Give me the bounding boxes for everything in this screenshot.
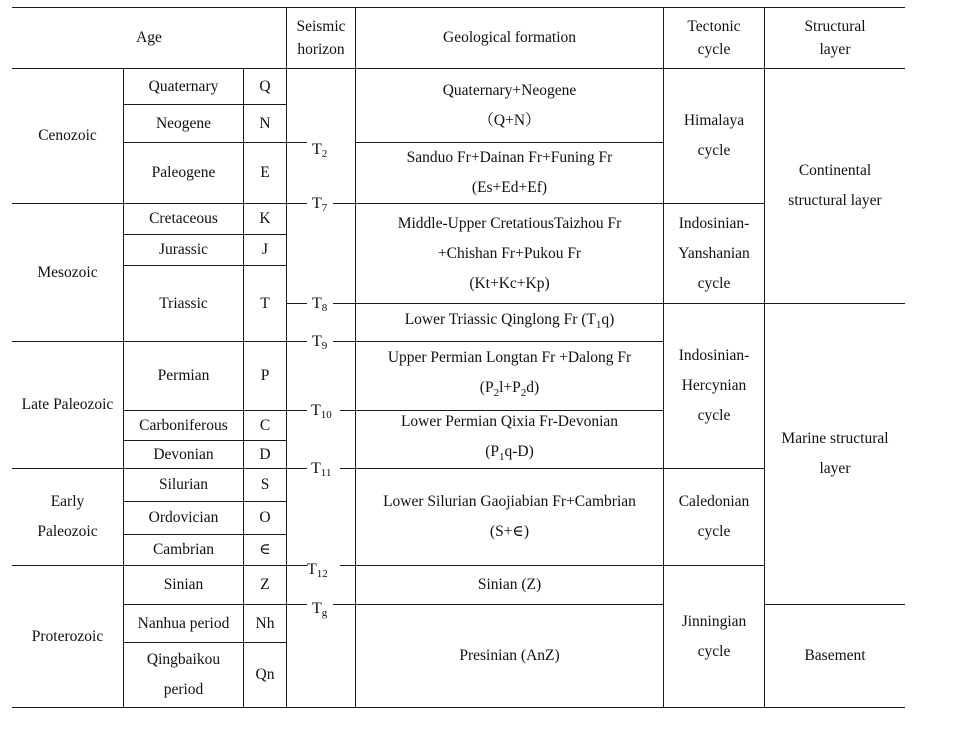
tectonic-cell: Indosinian- Yanshanian cycle — [678, 214, 750, 292]
period-code: Z — [260, 576, 270, 593]
period-name: Silurian — [158, 476, 209, 493]
horizon-tick — [340, 565, 355, 566]
horizon-tick — [287, 410, 307, 411]
header-age: Age — [136, 28, 162, 46]
era-cell: Mesozoic — [37, 263, 98, 281]
period-code: ∈ — [259, 541, 271, 558]
period-name: Ordovician — [148, 509, 219, 526]
period-code: P — [260, 367, 270, 384]
structural-cell: Marine structural layer — [781, 430, 889, 477]
horizon-label: $T_{11}$ — [311, 460, 332, 479]
horizon-tick — [333, 203, 355, 204]
formation-cell: Quaternary+Neogene （Q+N） — [442, 81, 577, 129]
structural-cell: Basement — [804, 647, 866, 664]
period-name: Nanhua period — [137, 614, 230, 632]
period-name: Devonian — [153, 445, 214, 463]
period-name: Neogene — [155, 114, 212, 132]
period-code: Q — [259, 77, 271, 95]
era-cell: Proterozoic — [31, 627, 104, 645]
period-name: Cambrian — [152, 541, 215, 558]
tectonic-cell: Indosinian- Hercynian cycle — [678, 347, 750, 424]
horizon-label: $T_{10}$ — [311, 402, 332, 421]
formation-cell: Sinian (Z) — [477, 576, 542, 593]
period-name: Paleogene — [151, 164, 216, 181]
period-code: J — [261, 241, 269, 258]
era-cell: Late Paleozoic — [21, 396, 114, 413]
period-code: K — [259, 210, 271, 227]
header-geological-formation: Geological formation — [443, 28, 576, 46]
period-code: Nh — [255, 614, 275, 632]
horizon-tick — [287, 142, 307, 143]
tectonic-cell: Himalaya cycle — [683, 112, 745, 159]
formation-cell: Presinian (AnZ) — [459, 647, 560, 664]
period-name: Sinian — [163, 576, 204, 593]
horizon-tick — [333, 341, 355, 342]
period-name: Cretaceous — [149, 210, 218, 227]
structural-cell: Continental structural layer — [788, 162, 882, 209]
header-seismic-horizon: Seismic horizon — [296, 17, 346, 58]
horizon-label: $T_9$ — [312, 333, 328, 352]
rule-col — [286, 7, 287, 707]
period-code: N — [259, 114, 271, 132]
period-name: Quaternary — [148, 77, 219, 95]
tectonic-cell: Jinningian cycle — [681, 612, 747, 660]
period-name: Qingbaikou period — [146, 651, 221, 698]
period-code: E — [260, 164, 270, 181]
period-name: Carboniferous — [139, 416, 228, 434]
header-structural-layer: Structural layer — [804, 17, 866, 58]
horizon-tick — [287, 203, 307, 204]
horizon-label: $T_2$ — [312, 141, 328, 160]
period-name: Jurassic — [158, 241, 209, 258]
horizon-label: $T_g$ — [312, 600, 328, 619]
period-name: Triassic — [159, 294, 208, 312]
era-cell: Cenozoic — [38, 127, 97, 144]
period-name: Permian — [157, 367, 210, 384]
horizon-tick — [287, 341, 307, 342]
period-code: T — [260, 294, 270, 312]
horizon-tick — [340, 410, 355, 411]
horizon-tick — [287, 604, 307, 605]
period-code: S — [260, 476, 270, 493]
horizon-tick — [287, 468, 307, 469]
horizon-label: $T_7$ — [312, 195, 328, 214]
era-cell: Early Paleozoic — [37, 493, 98, 540]
period-code: D — [259, 445, 271, 463]
formation-cell: Lower Permian Qixia Fr-Devonian $(P_1q-D)$ — [400, 412, 619, 464]
horizon-tick — [333, 303, 355, 304]
tectonic-cell: Caledonian cycle — [678, 493, 750, 540]
horizon-tick — [287, 565, 307, 566]
formation-cell: Upper Permian Longtan Fr +Dalong Fr $(P_2l+P_2d)$ — [387, 349, 632, 400]
horizon-label: $T_8$ — [312, 295, 328, 314]
horizon-tick — [340, 468, 355, 469]
period-code: Qn — [255, 666, 275, 683]
period-code: C — [259, 416, 271, 434]
rule-bottom — [12, 707, 905, 708]
horizon-label: $T_{12}$ — [307, 561, 328, 580]
formation-cell: Middle-Upper CretatiousTaizhou Fr +Chishan Fr+Pukou Fr (Kt+Kc+Kp) — [397, 214, 622, 292]
formation-cell: Lower Triassic Qinglong Fr $(T_1q)$ — [404, 310, 615, 332]
formation-cell: Sanduo Fr+Dainan Fr+Funing Fr (Es+Ed+Ef) — [406, 149, 613, 196]
horizon-tick — [287, 303, 307, 304]
formation-cell: Lower Silurian Gaojiabian Fr+Cambrian (S+∈) — [383, 493, 636, 540]
period-code: O — [259, 509, 271, 526]
header-tectonic-cycle: Tectonic cycle — [687, 17, 741, 58]
horizon-tick — [333, 604, 355, 605]
